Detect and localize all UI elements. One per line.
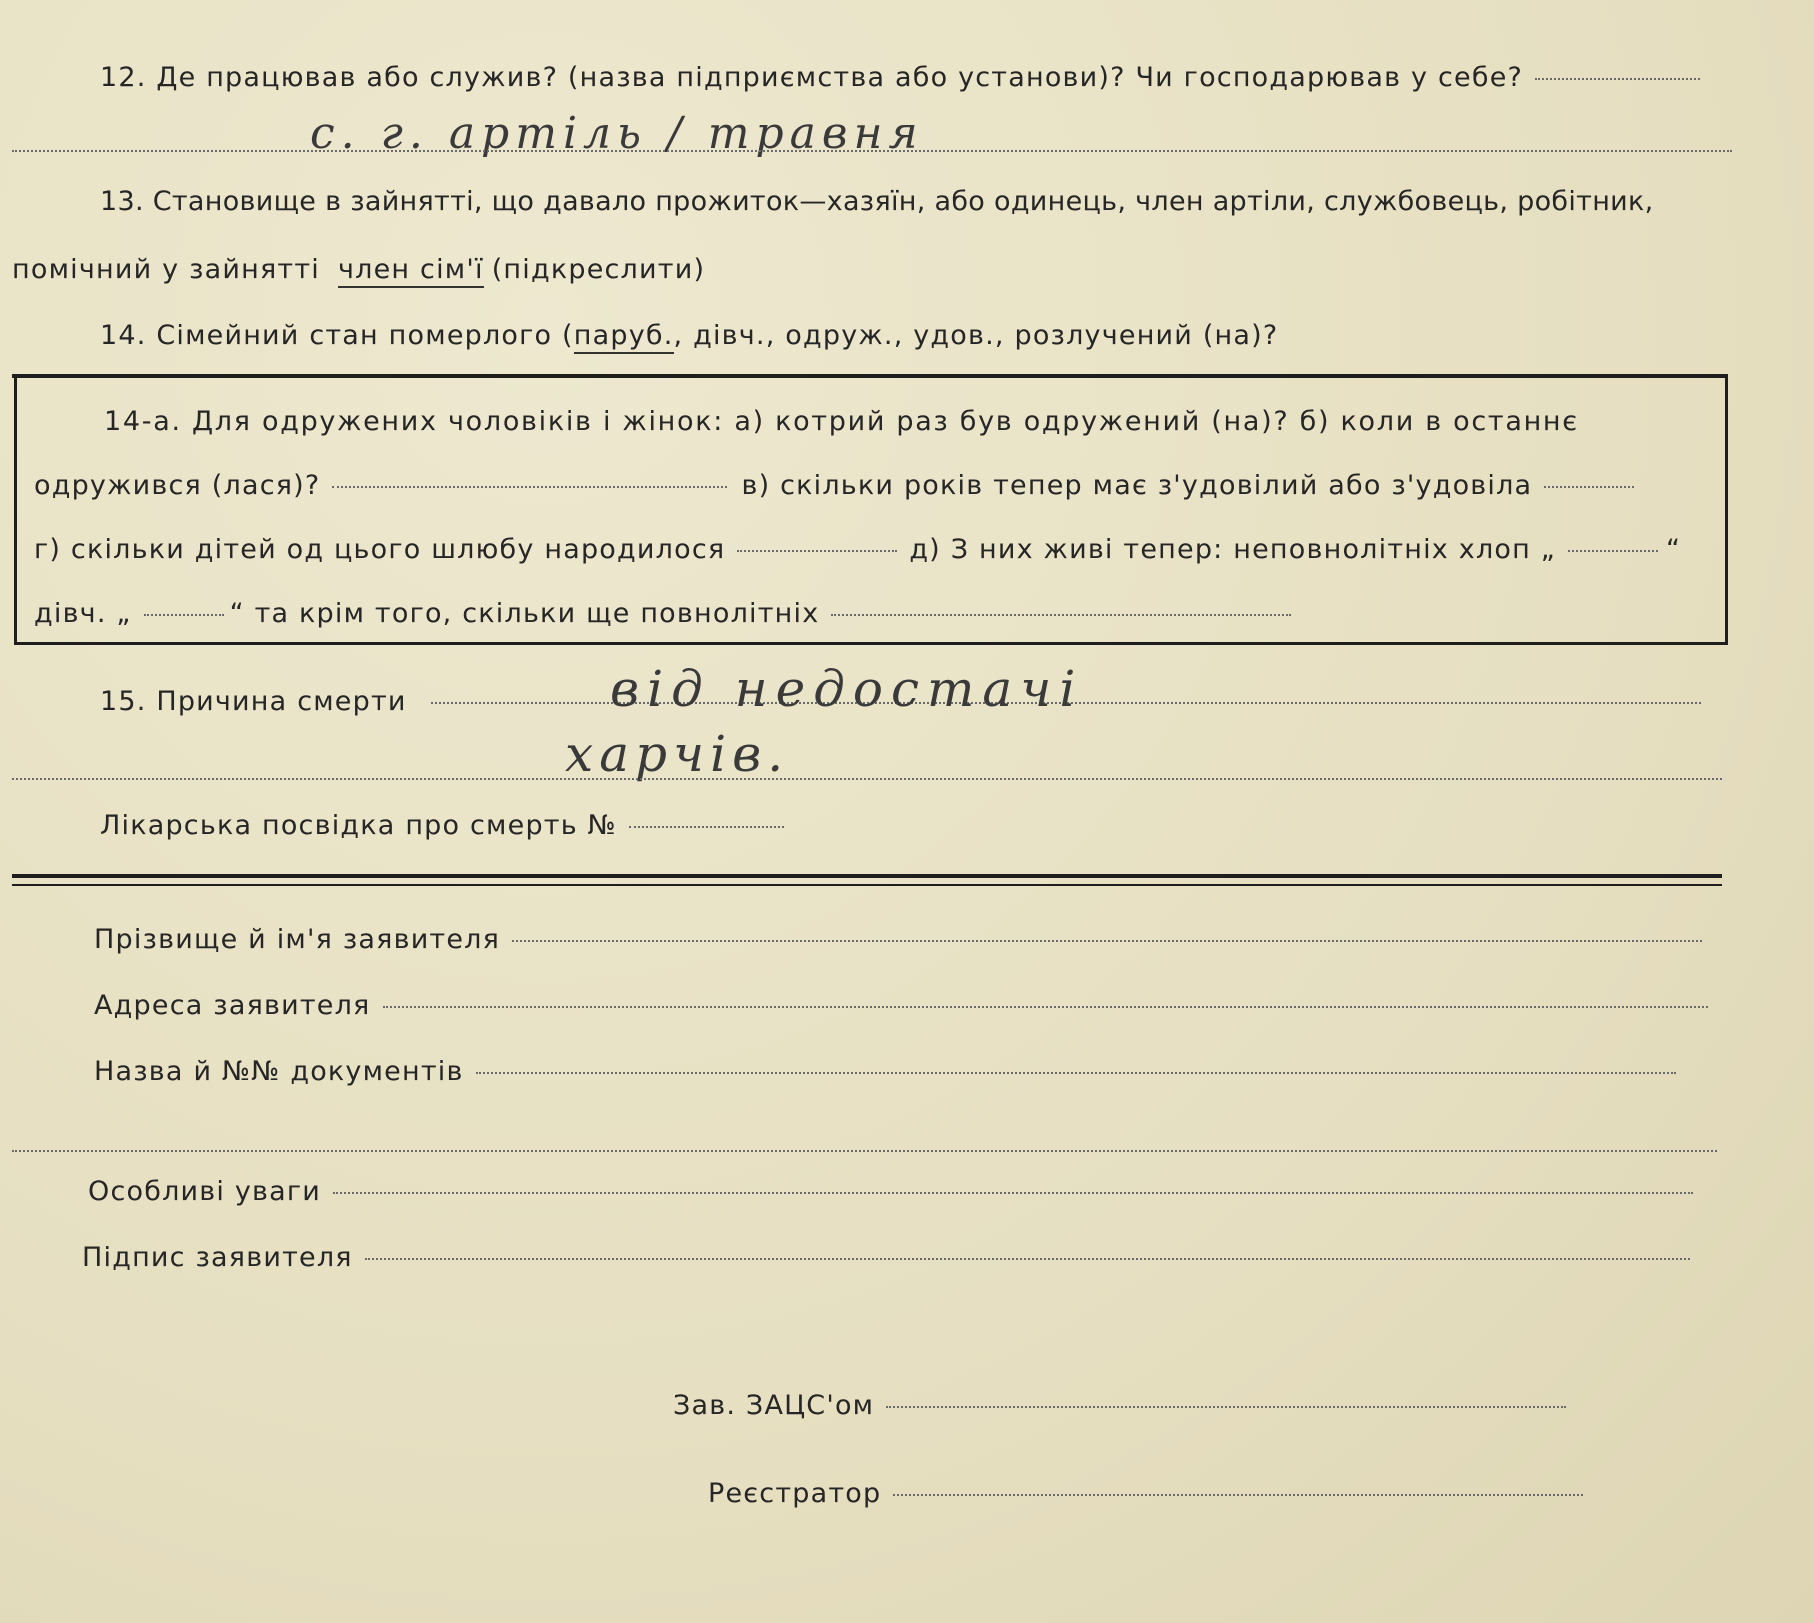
q14a-married-fill — [332, 486, 727, 488]
applicant-signature-fill — [365, 1258, 1690, 1260]
q15-label: 15. Причина смерти — [100, 686, 1701, 717]
q12-answer: с. г. артіль / травня — [310, 108, 924, 159]
head-label: Зав. ЗАЦС'ом — [673, 1390, 1566, 1421]
registrar-signature-fill — [893, 1494, 1583, 1496]
applicant-address-fill — [383, 1006, 1708, 1008]
q12-label: 12. Де працював або служив? (назва підприємства або установи)? Чи господарював у себе? — [100, 62, 1700, 93]
q13-line1: 13. Становище в зайнятті, що давало прожиток—хазяїн, або одинець, член артіли, службовець, робітник, — [100, 186, 1654, 217]
applicant-name-fill — [512, 940, 1702, 942]
q14a-line1: 14-а. Для одружених чоловіків і жінок: а) котрий раз був одружений (на)? б) коли в останнє — [104, 406, 1579, 437]
q14-underlined: паруб. — [574, 320, 674, 354]
applicant-address-label: Адреса заявителя — [94, 990, 1708, 1021]
q14-line: 14. Сімейний стан померлого ( паруб. , дівч., одруж., удов., розлучений (на)? — [100, 320, 1278, 354]
separator-rule-thin — [12, 884, 1722, 886]
applicant-docs-extra-line — [12, 1150, 1717, 1152]
registrar-label: Реєстратор — [708, 1478, 1583, 1509]
applicant-name-label: Прізвище й ім'я заявителя — [94, 924, 1702, 955]
separator-rule-thick — [12, 874, 1722, 878]
q13-line2-suffix: (підкреслити) — [491, 254, 706, 285]
q12-answer-line — [12, 150, 1732, 152]
q14a-children-fill — [737, 550, 897, 552]
q12-fill — [1535, 78, 1700, 80]
q14a-girls-fill — [144, 614, 224, 616]
applicant-docs-fill — [476, 1072, 1676, 1074]
q14a-line3: г) скільки дітей од цього шлюбу народилося д) З них живі тепер: неповнолітніх хлоп „ “ — [34, 534, 1682, 565]
head-signature-fill — [886, 1406, 1566, 1408]
medical-label: Лікарська посвідка про смерть № — [100, 810, 784, 841]
q14a-line4: дівч. „ “ та крім того, скільки ще повнолітніх — [34, 598, 1291, 629]
q14a-adults-fill — [831, 614, 1291, 616]
q14a-line2: одружився (лася)? в) скільки років тепер має з'удовілий або з'удовіла — [34, 470, 1634, 501]
applicant-docs-label: Назва й №№ документів — [94, 1056, 1676, 1087]
q15-second-line — [12, 778, 1722, 780]
medical-number-fill — [629, 826, 784, 828]
q14a-boys-fill — [1568, 550, 1658, 552]
q13-line2 — [12, 254, 705, 288]
applicant-notes-fill — [333, 1192, 1693, 1194]
applicant-notes-label: Особливі уваги — [88, 1176, 1693, 1207]
q15-answer-line2: харчів. — [565, 725, 790, 783]
q13-line2-prefix: помічний у зайнятті — [12, 254, 320, 285]
q13-underlined: член сім'ї — [338, 254, 484, 288]
applicant-signature-label: Підпис заявителя — [82, 1242, 1690, 1273]
q14a-widowed-fill — [1544, 486, 1634, 488]
bleed-through-mark — [15, 82, 226, 199]
q15-answer-line1: від недостачі — [610, 660, 1084, 718]
